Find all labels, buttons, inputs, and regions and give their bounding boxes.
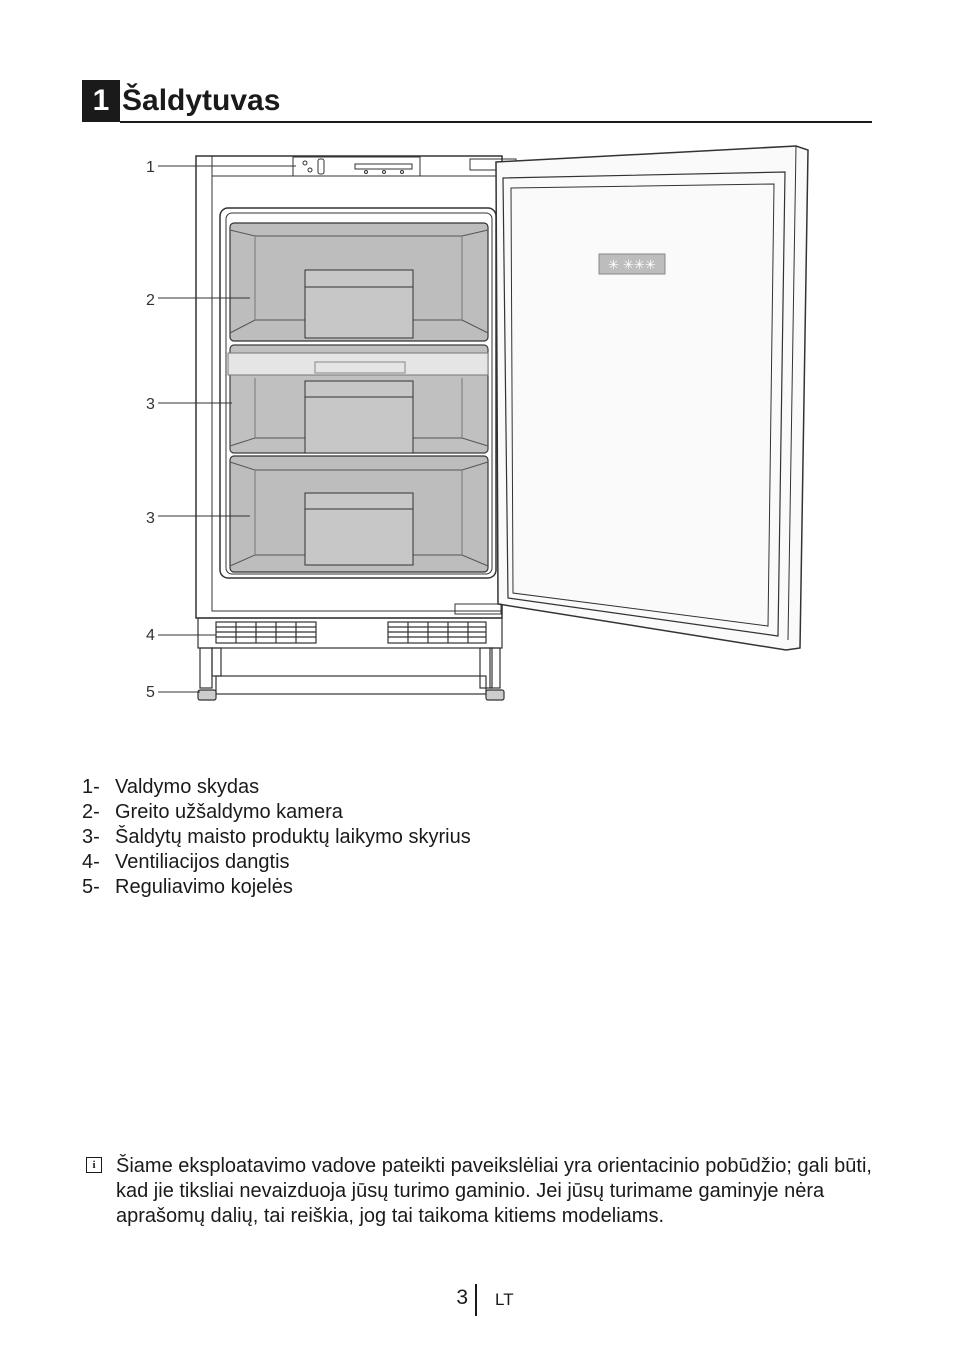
part-label: Ventiliacijos dangtis [115, 851, 290, 873]
part-label: Šaldytų maisto produktų laikymo skyrius [115, 826, 471, 848]
door [455, 146, 808, 650]
drawer-middle [228, 345, 488, 453]
list-item: 4- Ventiliacijos dangtis [82, 851, 290, 873]
page-footer [0, 1284, 954, 1316]
section-number: 1 [82, 80, 120, 122]
adjustable-feet [198, 648, 504, 700]
callout-5: 5 [146, 684, 155, 701]
callout-4: 4 [146, 627, 155, 644]
callout-3a: 3 [146, 396, 155, 413]
info-icon: i [86, 1157, 102, 1173]
list-item: 2- Greito užšaldymo kamera [82, 801, 343, 823]
door-label-text: ✳ ✳✳✳ [608, 258, 656, 273]
part-label: Greito užšaldymo kamera [115, 801, 343, 823]
star-rating-label [599, 254, 665, 274]
part-label: Reguliavimo kojelės [115, 876, 293, 898]
drawer-bottom [230, 456, 488, 572]
list-item: 5- Reguliavimo kojelės [82, 876, 293, 898]
drawer-top [230, 223, 488, 341]
part-label: Valdymo skydas [115, 776, 260, 798]
page-number: 3 [456, 1286, 468, 1309]
callout-3b: 3 [146, 510, 155, 527]
list-item: 1- Valdymo skydas [82, 776, 260, 798]
list-item: 3- Šaldytų maisto produktų laikymo skyrius [82, 826, 471, 848]
note-text: Šiame eksploatavimo vadove pateikti paveikslėliai yra orientacinio pobūdžio; gali būti, kad jie tiksliai nevaizduoja jūsų turimo gaminio. Jei jūsų turimame gaminyje nėra aprašomų dalių, tai reiškia, jog tai taikoma kitiems modeliams. [116, 1155, 872, 1227]
language-code: LT [495, 1290, 514, 1309]
callout-2: 2 [146, 292, 155, 309]
callout-1: 1 [146, 159, 155, 176]
ventilation-cover [198, 618, 502, 648]
parts-list [82, 775, 502, 900]
control-panel [293, 157, 516, 176]
section-title: Šaldytuvas [122, 84, 281, 117]
footer-divider [475, 1284, 477, 1316]
